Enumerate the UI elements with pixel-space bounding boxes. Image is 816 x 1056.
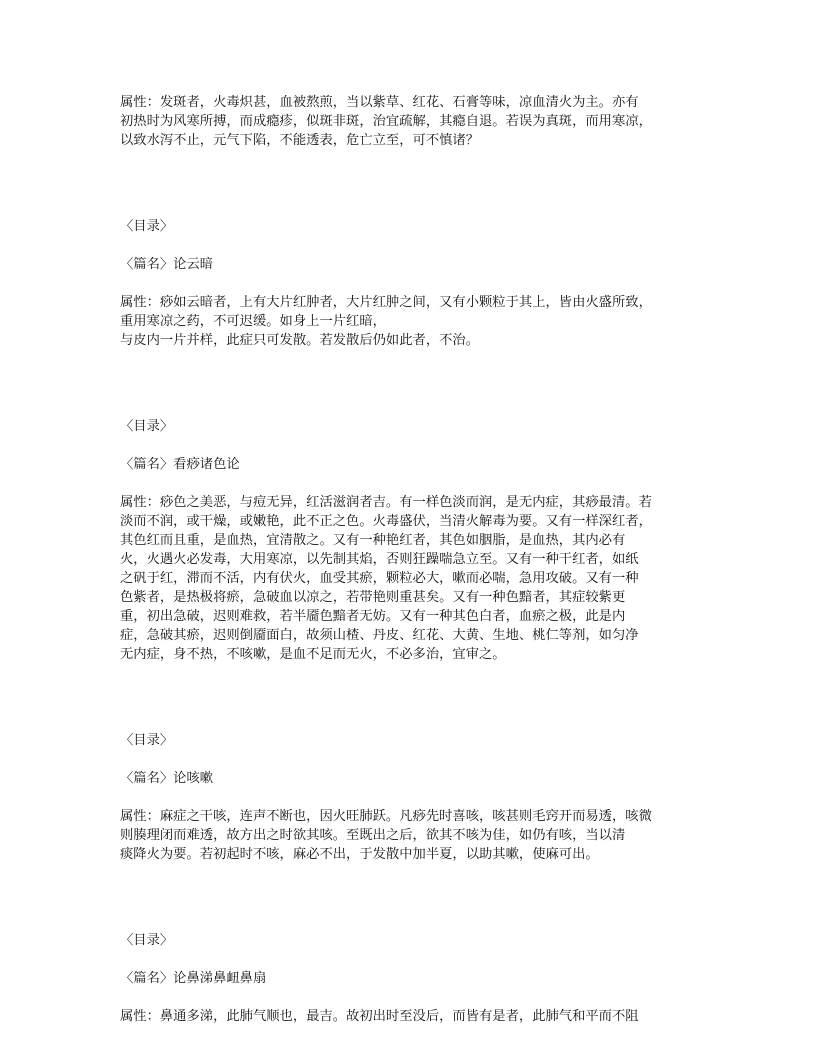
section-body [120,293,690,350]
body-line: 色紫者，是热极将瘀，急破血以凉之，若带艳则重甚矣。又有一种色黯者，其症较紫更 [120,590,626,605]
body-line: 则腠理闭而难透，故方出之时欲其咳。至既出之后，欲其不咳为佳，如仍有咳，当以清 [120,828,626,843]
spacer [120,864,690,931]
body-line: 症，急破其瘀，迟则倒靥面白，故须山楂、丹皮、红花、大黄、生地、桃仁等剂，如匀净 [120,628,639,643]
spacer [120,664,690,731]
body-line: 属性：发斑者，火毒炽甚，血被熬煎，当以紫草、红花、石膏等味，凉血清火为主。亦有 [120,95,639,110]
toc-marker: 〈目录〉 [120,419,174,434]
spacer [120,150,690,217]
section-title: 〈篇名〉看痧诸色论 [120,457,240,472]
body-line: 与皮内一片并样，此症只可发散。若发散后仍如此者，不治。 [120,333,480,348]
section-body [120,1007,690,1026]
document-page [120,93,690,1026]
body-line: 痰降火为要。若初起时不咳，麻必不出，于发散中加半夏，以助其嗽，使麻可出。 [120,847,599,862]
toc-marker: 〈目录〉 [120,733,174,748]
section-title: 〈篇名〉论云暗 [120,257,214,272]
body-line: 淡而不润，或干燥，或嫩艳，此不正之色。火毒盛伏，当清火解毒为要。又有一样深红者， [120,514,652,529]
spacer [120,474,690,493]
spacer [120,950,690,969]
spacer [120,788,690,807]
section-title: 〈篇名〉论鼻涕鼻衄鼻扇 [120,971,267,986]
spacer [120,350,690,417]
body-line: 之矾于红，滞而不活，内有伏火，血受其瘀，颗粒必大，嗽而必喘，急用攻破。又有一种 [120,571,639,586]
spacer [120,988,690,1007]
section-body [120,93,690,150]
body-line: 属性：痧如云暗者，上有大片红肿者，大片红肿之间，又有小颗粒于其上，皆由火盛所致， [120,295,652,310]
body-line: 属性：痧色之美恶，与痘无异，红活滋润者吉。有一样色淡而润，是无内症，其痧最清。若 [120,495,652,510]
body-line: 初热时为风寒所搏，而成瘾疹，似斑非斑，治宜疏解，其瘾自退。若误为真斑，而用寒凉， [120,114,652,129]
body-line: 火，火遇火必发毒，大用寒凉，以先制其焰，否则狂躁喘急立至。又有一种干红者，如纸 [120,552,639,567]
body-line: 属性：鼻通多涕，此肺气顺也，最吉。故初出时至没后，而皆有是者，此肺气和平而不阻 [120,1009,639,1024]
spacer [120,436,690,455]
body-line: 无内症，身不热，不咳嗽，是血不足而无火，不必多治，宜审之。 [120,647,506,662]
toc-marker: 〈目录〉 [120,219,174,234]
spacer [120,236,690,255]
body-line: 属性：麻症之干咳，连声不断也，因火旺肺跃。凡痧先时喜咳，咳甚则毛窍开而易透，咳微 [120,809,652,824]
body-line: 以致水泻不止，元气下陷，不能透表，危亡立至，可不慎诸？ [120,133,480,148]
body-line: 其色红而且重，是血热，宜清散之。又有一种艳红者，其色如胭脂，是血热，其内必有 [120,533,626,548]
toc-marker: 〈目录〉 [120,933,174,948]
body-line: 重，初出急破，迟则难救，若半靥色黯者无妨。又有一种其色白者，血瘀之极，此是内 [120,609,626,624]
spacer [120,274,690,293]
section-title: 〈篇名〉论咳嗽 [120,771,214,786]
spacer [120,750,690,769]
body-line: 重用寒凉之药，不可迟缓。如身上一片红暗， [120,314,386,329]
section-body [120,807,690,864]
section-body [120,493,690,664]
